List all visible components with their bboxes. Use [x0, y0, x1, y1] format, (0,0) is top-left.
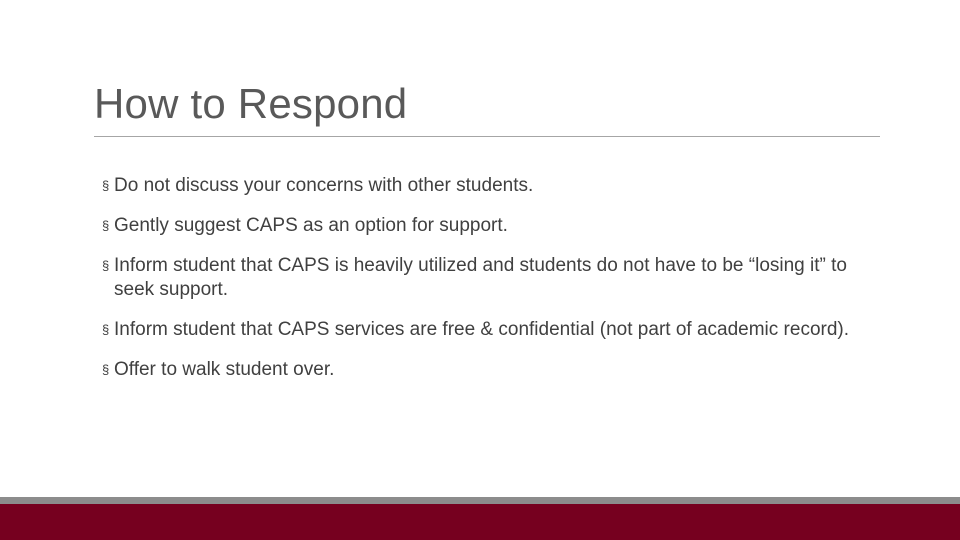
- footer-gray-band: [0, 497, 960, 504]
- bullet-item: [102, 214, 892, 238]
- bullet-list: [102, 174, 892, 398]
- bullet-marker-icon: §: [102, 258, 110, 273]
- bullet-text: Inform student that CAPS is heavily utilized and students do not have to be “losing it” to seek support.: [114, 255, 847, 300]
- bullet-item: [102, 174, 892, 198]
- bullet-text: Inform student that CAPS services are free & confidential (not part of academic record).: [114, 319, 850, 340]
- bullet-marker-icon: §: [102, 218, 110, 233]
- bullet-marker-icon: §: [102, 322, 110, 337]
- bullet-item: [102, 254, 892, 302]
- bullet-item: [102, 358, 892, 382]
- bullet-text: Do not discuss your concerns with other students.: [114, 175, 534, 196]
- bullet-marker-icon: §: [102, 362, 110, 377]
- bullet-text: Gently suggest CAPS as an option for support.: [114, 215, 508, 236]
- title-divider: [94, 136, 880, 137]
- bullet-text: Offer to walk student over.: [114, 359, 335, 380]
- slide-title: How to Respond: [94, 80, 408, 127]
- bullet-item: [102, 318, 892, 342]
- footer-maroon-band: [0, 504, 960, 540]
- bullet-marker-icon: §: [102, 178, 110, 193]
